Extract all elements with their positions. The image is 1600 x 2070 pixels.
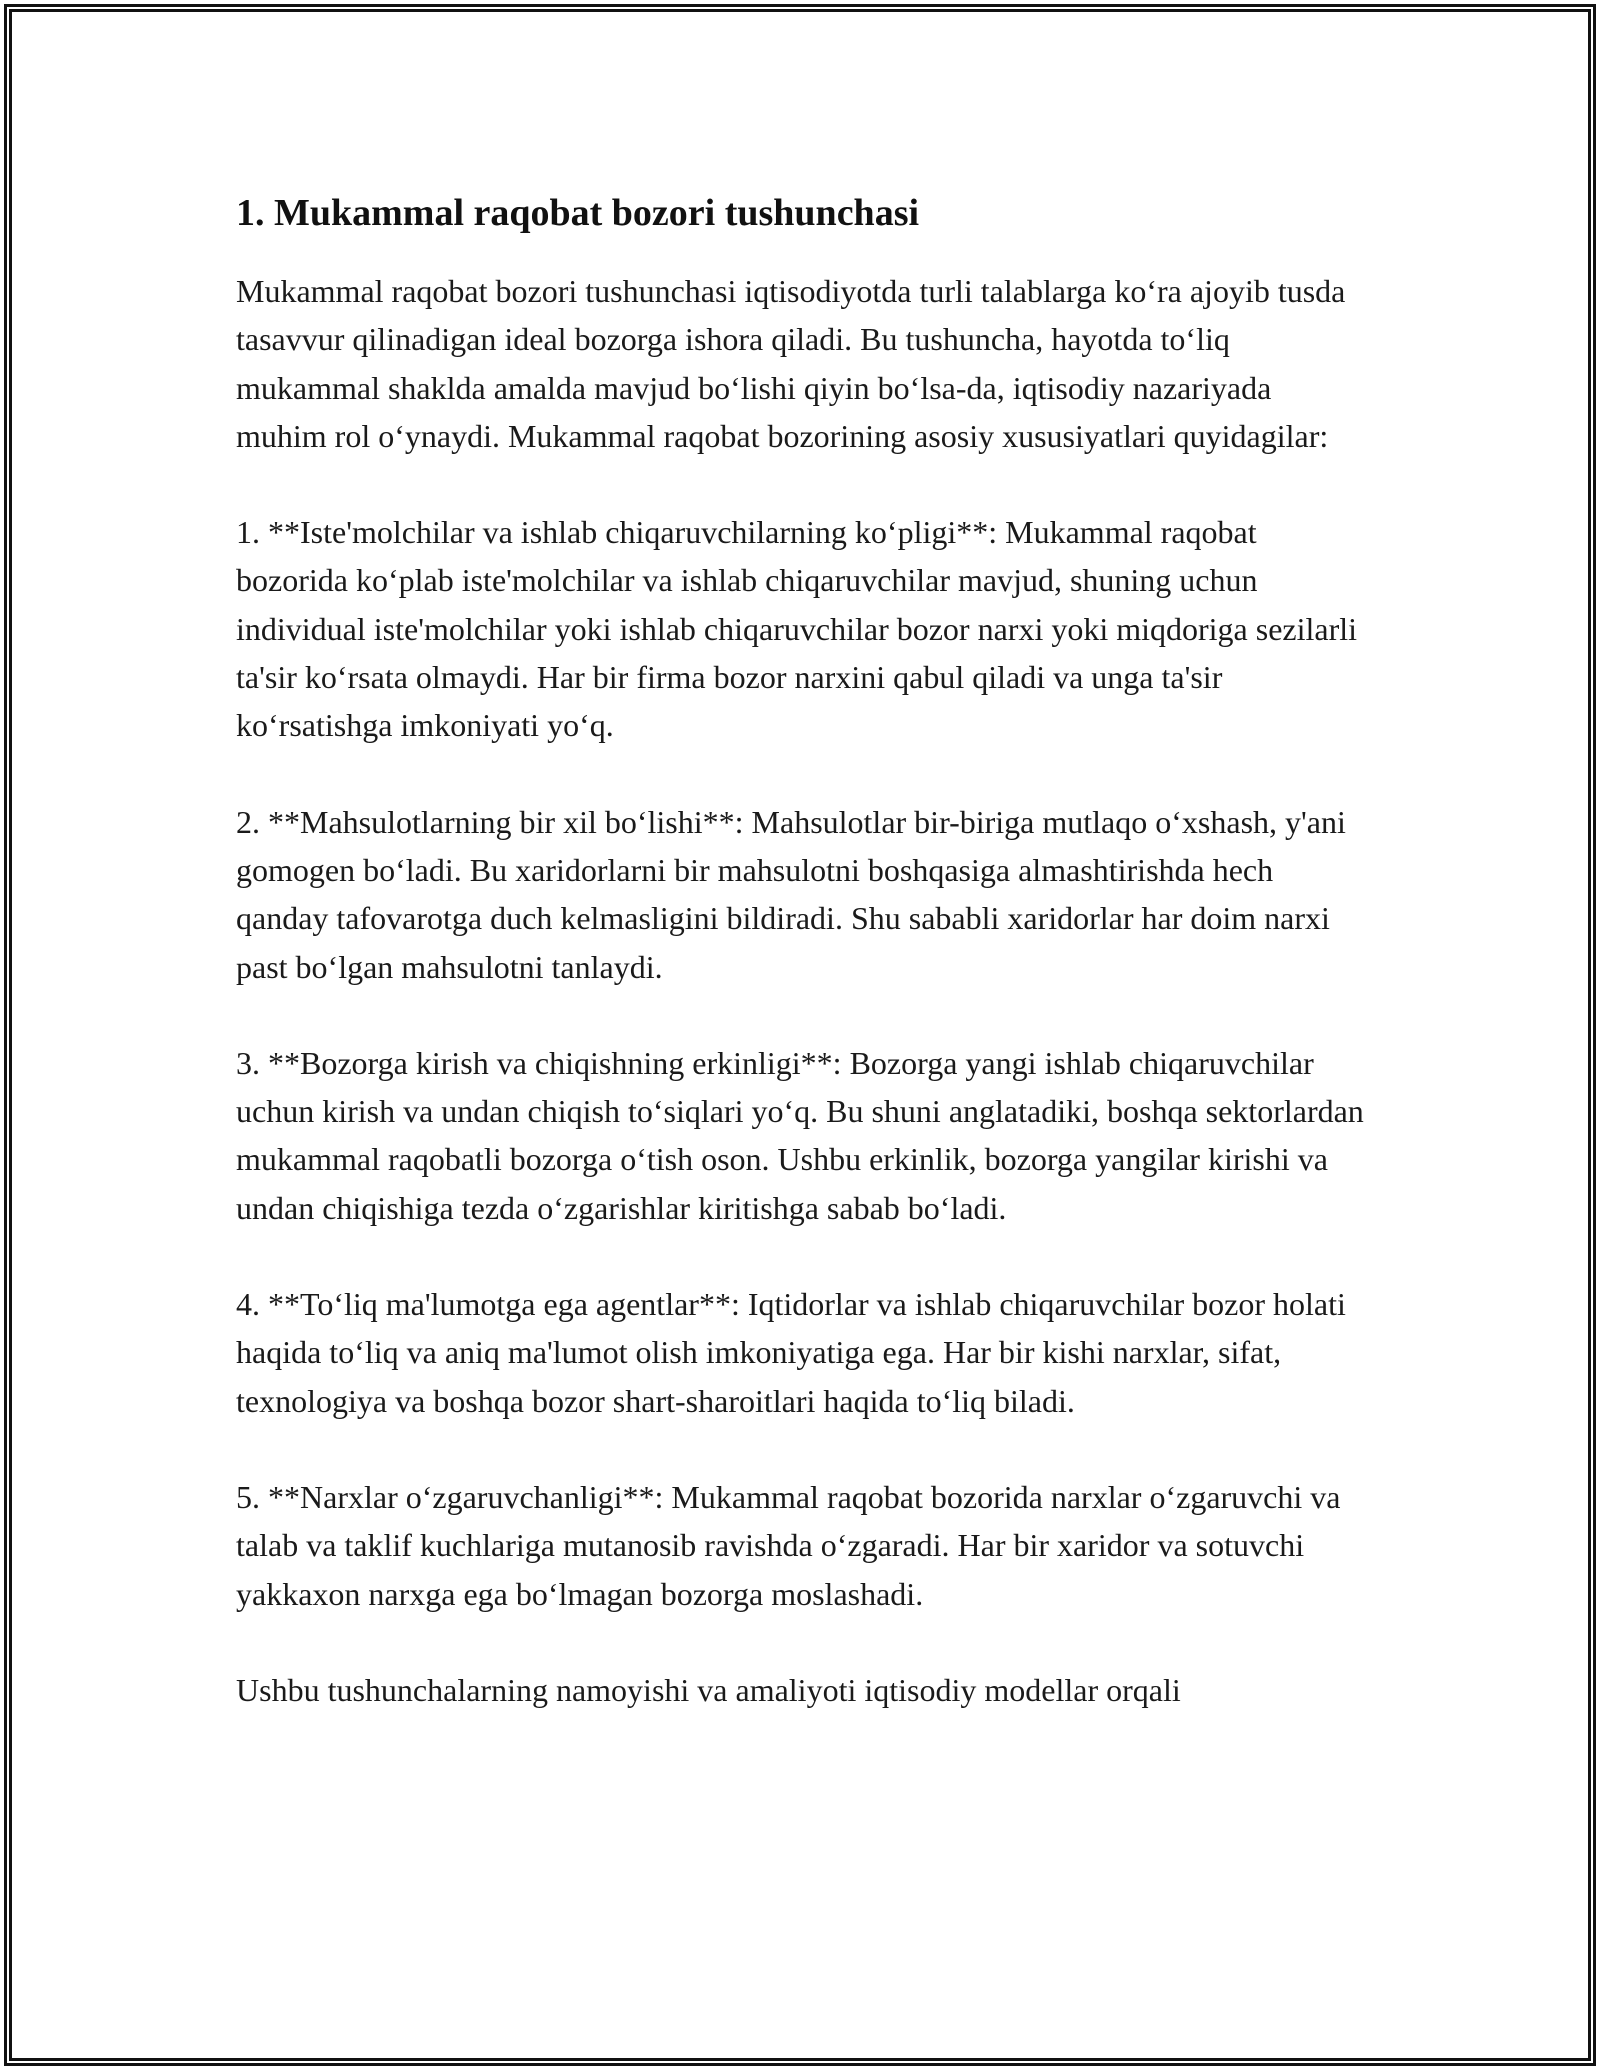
list-item-2-paragraph: 2. **Mahsulotlarning bir xil boʻlishi**: Mahsulotlar bir-biriga mutlaqo oʻxshash, y'ani gomogen boʻladi. Bu xaridorlarni bir mahsulotni boshqasiga almashtirishda hech qanday tafovarotga duch kelmasligini bildiradi. Shu sababli xaridorlar har doim narxi past boʻlgan mahsulotni tanlaydi.	[236, 803, 1346, 985]
list-item-1-paragraph: 1. **Iste'molchilar va ishlab chiqaruvchilarning koʻpligi**: Mukammal raqobat bozorida koʻplab iste'molchilar va ishlab chiqaruvchilar mavjud, shuning uchun individual iste'molchilar yoki ishlab chiqaruvchilar bozor narxi yoki miqdoriga sezilarli ta'sir koʻrsata olmaydi. Har bir firma bozor narxini qabul qiladi va unga ta'sir koʻrsatishga imkoniyati yoʻq.	[236, 514, 1358, 744]
list-item-3-paragraph: 3. **Bozorga kirish va chiqishning erkinligi**: Bozorga yangi ishlab chiqaruvchilar uchun kirish va undan chiqish toʻsiqlari yoʻq. Bu shuni anglatadiki, boshqa sektorlardan mukammal raqobatli bozorga oʻtish oson. Ushbu erkinlik, bozorga yangilar kirishi va undan chiqishiga tezda oʻzgarishlar kiritishga sabab boʻladi.	[236, 1044, 1364, 1226]
section-heading: 1. Mukammal raqobat bozori tushunchasi	[236, 192, 920, 234]
document-body	[236, 189, 1366, 1762]
list-item-4-paragraph: 4. **Toʻliq ma'lumotga ega agentlar**: Iqtidorlar va ishlab chiqaruvchilar bozor holati haqida toʻliq va aniq ma'lumot olish imkoniyatiga ega. Har bir kishi narxlar, sifat, texnologiya va boshqa bozor shart-sharoitlari haqida toʻliq biladi.	[236, 1286, 1346, 1419]
list-item-5-paragraph: 5. **Narxlar oʻzgaruvchanligi**: Mukammal raqobat bozorida narxlar oʻzgaruvchi va talab va taklif kuchlariga mutanosib ravishda oʻzgaradi. Har bir xaridor va sotuvchi yakkaxon narxga ega boʻlmagan bozorga moslashadi.	[236, 1478, 1341, 1612]
closing-paragraph: Ushbu tushunchalarning namoyishi va amaliyoti iqtisodiy modellar orqali	[236, 1671, 1181, 1708]
intro-paragraph: Mukammal raqobat bozori tushunchasi iqtisodiyotda turli talablarga koʻra ajoyib tusda tasavvur qilinadigan ideal bozorga ishora qiladi. Bu tushuncha, hayotda toʻliq mukammal shakldа amalda mavjud boʻlishi qiyin boʻlsa-da, iqtisodiy nazariyada muhim rol oʻynaydi. Mukammal raqobat bozorining asosiy xususiyatlari quyidagilar:	[236, 273, 1346, 454]
